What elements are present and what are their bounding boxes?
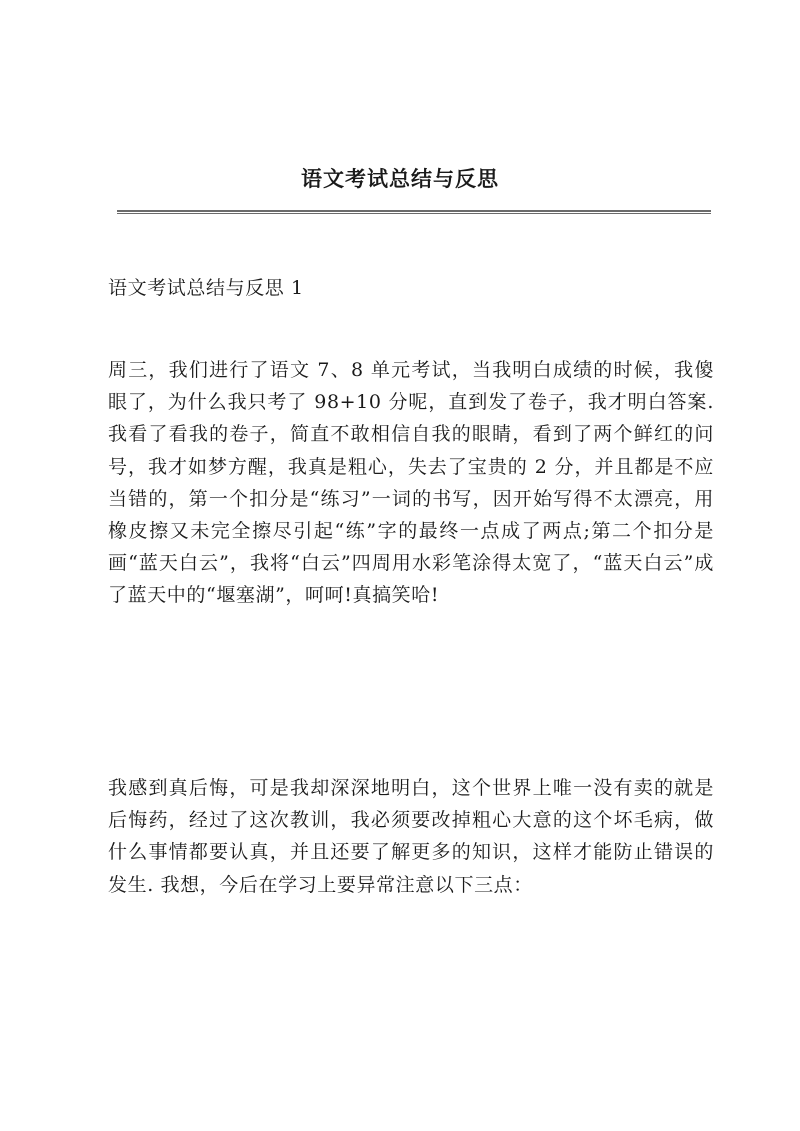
section-heading: 语文考试总结与反思 1 [108,277,304,299]
paragraph-2: 我感到真后悔，可是我却深深地明白，这个世界上唯一没有卖的就是后悔药，经过了这次教训，我必须要改掉粗心大意的这个坏毛病，做什么事情都要认真，并且还要了解更多的知识，这样才能防止错误的发生. 我想，今后在学习上要异常注意以下三点： [108,777,714,896]
document-title: 语文考试总结与反思 [301,166,499,191]
paragraph-1: 周三，我们进行了语文 7、8 单元考试，当我明白成绩的时候，我傻眼了，为什么我只考了 98+10 分呢，直到发了卷子，我才明白答案. 我看了看我的卷子，简直不敢相信自我的眼睛，看到了两个鲜红的问号，我才如梦方醒，我真是粗心，失去了宝贵的 2 分，并且都是不应当错的，第一个扣分是“练习”一词的书写，因开始写得不太漂亮，用橡皮擦又未完全擦尽引起“练”字的最终一点成了两点;第二个扣分是画“蓝天白云”，我将“白云”四周用水彩笔涂得太宽了，“蓝天白云”成了蓝天中的“堰塞湖”，呵呵!真搞笑哈! [108,359,714,607]
title-divider [117,210,711,214]
